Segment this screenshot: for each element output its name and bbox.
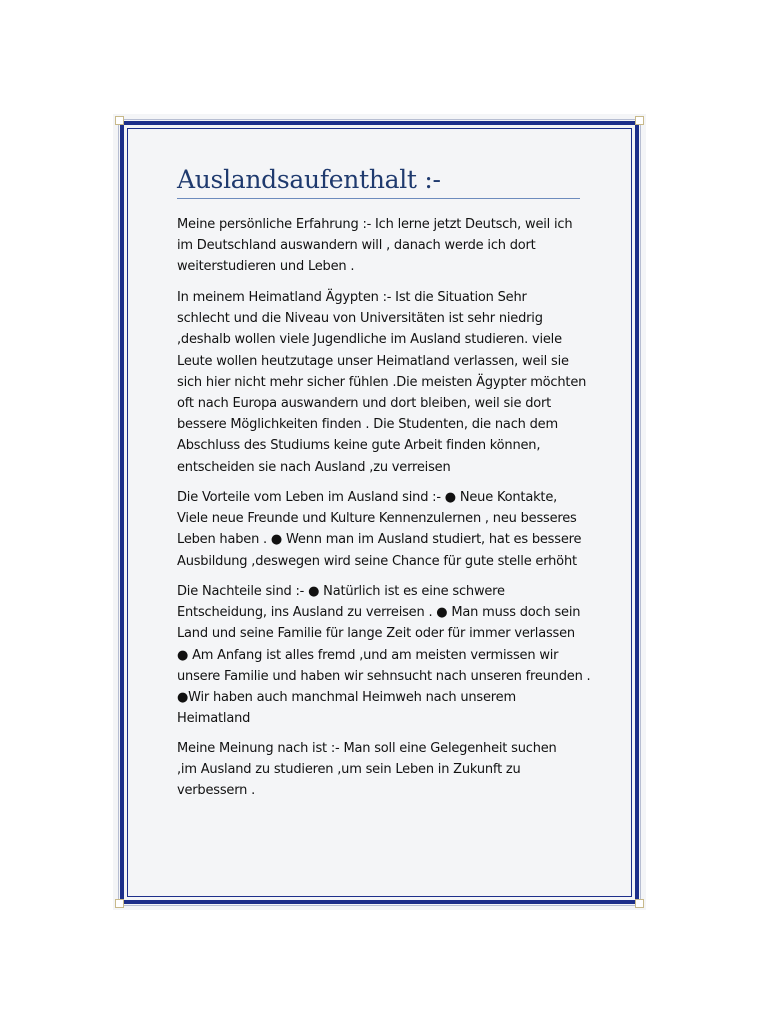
paragraph-homeland-egypt <box>177 287 587 478</box>
paragraph-opinion <box>177 738 587 802</box>
text-line: unsere Familie und haben wir sehnsucht nach unseren freunden . <box>177 668 591 684</box>
text-line: entscheiden sie nach Ausland ,zu verreisen <box>177 459 451 475</box>
text-line: ●Wir haben auch manchmal Heimweh nach unserem <box>177 690 516 706</box>
corner-ornament-bottom-left <box>115 899 124 908</box>
text-line: schlecht und die Niveau von Universitäten ist sehr niedrig <box>177 311 543 327</box>
text-line: verbessern . <box>177 783 256 799</box>
text-line: ,deshalb wollen viele Jugendliche im Ausland studieren. viele <box>177 332 562 348</box>
paragraph-disadvantages <box>177 581 591 729</box>
corner-ornament-bottom-right <box>635 899 644 908</box>
title-underline <box>177 198 580 199</box>
text-line: Meine persönliche Erfahrung :- Ich lerne jetzt Deutsch, weil ich <box>177 217 573 232</box>
text-line: Leute wollen heutzutage unser Heimatland verlassen, weil sie <box>177 353 569 369</box>
text-line: sich hier nicht mehr sicher fühlen .Die meisten Ägypter möchten <box>177 374 587 390</box>
text-line: In meinem Heimatland Ägypten :- Ist die Situation Sehr <box>177 290 527 305</box>
corner-ornament-top-left <box>115 116 124 125</box>
text-line: Heimatland <box>177 711 251 727</box>
paragraph-personal-experience <box>177 214 587 278</box>
text-line: Meine Meinung nach ist :- Man soll eine Gelegenheit suchen <box>177 741 557 756</box>
text-line: bessere Möglichkeiten finden . Die Studenten, die nach dem <box>177 417 558 433</box>
document-title: Auslandsaufenthalt :- <box>177 165 441 194</box>
corner-ornament-top-right <box>635 116 644 125</box>
text-line: oft nach Europa auswandern und dort bleiben, weil sie dort <box>177 396 552 412</box>
text-line: Viele neue Freunde und Kulture Kennenzulernen , neu besseres <box>177 511 577 527</box>
text-line: Die Vorteile vom Leben im Ausland sind :- ● Neue Kontakte, <box>177 490 558 505</box>
text-line: Abschluss des Studiums keine gute Arbeit finden können, <box>177 438 541 454</box>
text-line: ,im Ausland zu studieren ,um sein Leben in Zukunft zu <box>177 762 521 778</box>
text-line: weiterstudieren und Leben . <box>177 259 355 275</box>
text-line: im Deutschland auswandern will , danach werde ich dort <box>177 238 536 254</box>
text-line: ● Am Anfang ist alles fremd ,und am meisten vermissen wir <box>177 647 559 663</box>
text-line: Land und seine Familie für lange Zeit oder für immer verlassen <box>177 626 575 642</box>
paragraph-advantages <box>177 487 587 572</box>
text-line: Leben haben . ● Wenn man im Ausland studiert, hat es bessere <box>177 532 582 548</box>
text-line: Die Nachteile sind :- ● Natürlich ist es eine schwere <box>177 584 505 599</box>
text-line: Ausbildung ,deswegen wird seine Chance für gute stelle erhöht <box>177 553 577 569</box>
text-line: Entscheidung, ins Ausland zu verreisen . ● Man muss doch sein <box>177 605 581 621</box>
